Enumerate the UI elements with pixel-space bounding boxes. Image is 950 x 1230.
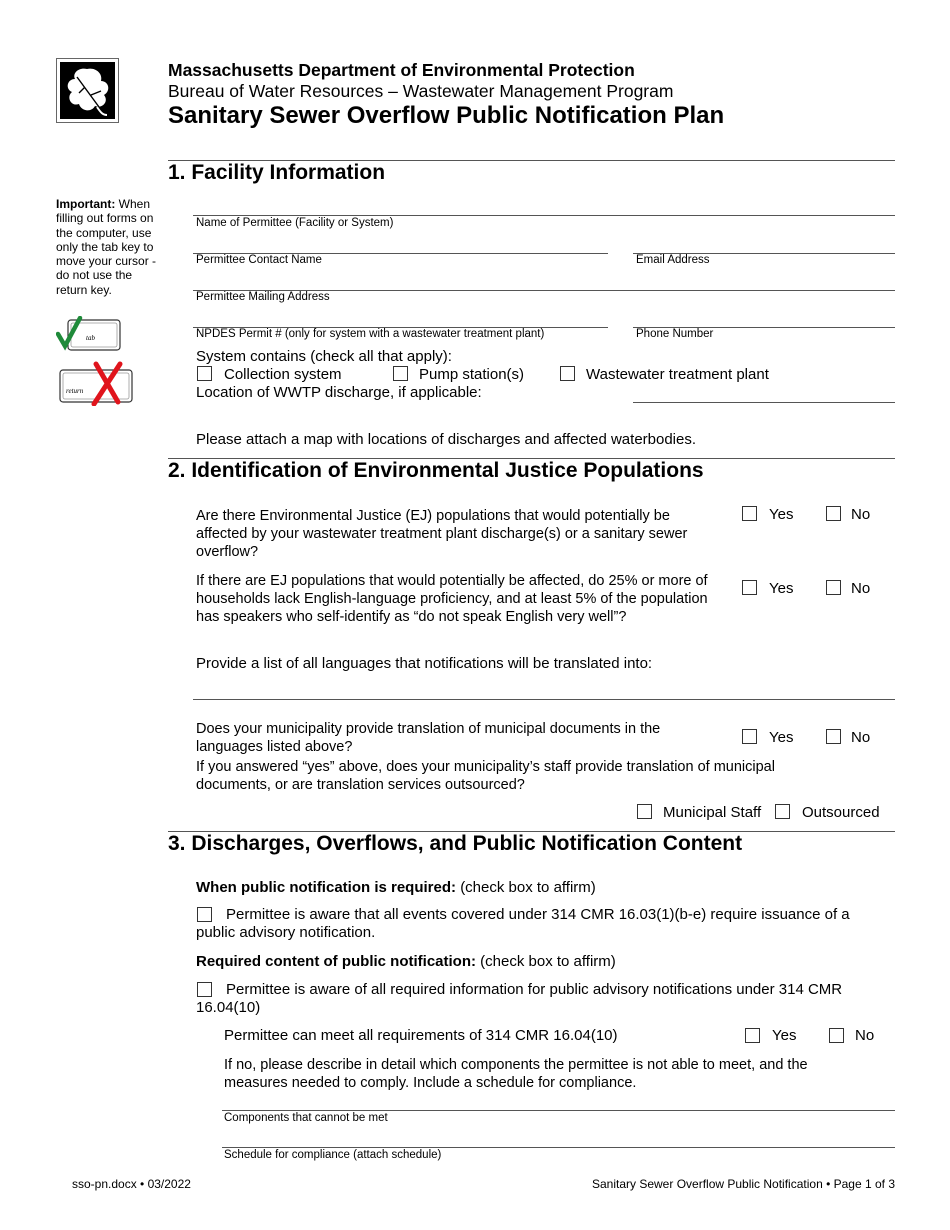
section3-title: 3. Discharges, Overflows, and Public Notification Content — [168, 832, 743, 855]
wwtp-label: Wastewater treatment plant — [586, 366, 769, 383]
ej-question-2: If there are EJ populations that would potentially be affected, do 25% or more of households lack English-language proficiency, and at least 5% of the population has speakers who self-identify as “do not speak English very well”? — [196, 573, 708, 625]
q4-no-label: No — [851, 729, 871, 746]
q2-yes-label: Yes — [769, 580, 794, 597]
required-content-bold: Required content of public notification: — [196, 953, 476, 970]
attach-map-text: Please attach a map with locations of discharges and affected waterbodies. — [196, 431, 697, 448]
municipal-staff-checkbox[interactable] — [637, 804, 652, 819]
can-meet-no-label: No — [855, 1027, 875, 1044]
required-content-heading — [196, 953, 616, 970]
q2-yes-checkbox[interactable] — [742, 580, 757, 595]
q2-no-label: No — [851, 580, 871, 597]
email-label: Email Address — [636, 254, 710, 266]
q2-no-checkbox[interactable] — [826, 580, 841, 595]
npdes-label: NPDES Permit # (only for system with a wastewater treatment plant) — [196, 328, 545, 340]
permittee-name-label: Name of Permittee (Facility or System) — [196, 217, 394, 229]
when-required-rest: (check box to affirm) — [460, 879, 596, 896]
required-content-rest: (check box to affirm) — [480, 953, 616, 970]
if-no-text: If no, please describe in detail which components the permittee is not able to meet, and the measures needed to comply. Include a schedule for compliance. — [224, 1057, 808, 1091]
return-key-text: return — [66, 387, 84, 395]
schedule-field[interactable] — [222, 1147, 895, 1148]
agency-name: Massachusetts Department of Environmental Protection — [168, 60, 635, 80]
outsourced-checkbox[interactable] — [775, 804, 790, 819]
collection-system-checkbox[interactable] — [197, 366, 212, 381]
ej-question-1: Are there Environmental Justice (EJ) populations that would potentially be affected by your wastewater treatment plant discharge(s) or a sanitary sewer overflow? — [196, 508, 688, 560]
when-required-bold: When public notification is required: — [196, 879, 457, 896]
pump-station-label: Pump station(s) — [419, 366, 525, 383]
section1-title: 1. Facility Information — [168, 161, 386, 184]
massdep-logo — [56, 58, 119, 123]
mailing-address-label: Permittee Mailing Address — [196, 291, 330, 303]
ej-question-4: Does your municipality provide translation of municipal documents in the languages listed above? — [196, 721, 661, 755]
aware-content-label: Permittee is aware of all required information for public advisory notifications under 314 CMR 16.04(10) — [196, 981, 843, 1016]
aware-content-text — [196, 981, 886, 1017]
municipal-staff-label: Municipal Staff — [663, 804, 762, 821]
ej-question-5: If you answered “yes” above, does your municipality’s staff provide translation of municipal documents, or are translation services outsourced? — [196, 759, 775, 793]
bureau-name: Bureau of Water Resources – Wastewater Management Program — [168, 81, 674, 101]
tab-key-icon — [56, 316, 126, 356]
q1-no-checkbox[interactable] — [826, 506, 841, 521]
return-key-icon — [56, 360, 136, 406]
q1-no-label: No — [851, 506, 871, 523]
location-field[interactable] — [633, 402, 895, 403]
q4-no-checkbox[interactable] — [826, 729, 841, 744]
schedule-label: Schedule for compliance (attach schedule) — [224, 1149, 442, 1161]
page-title: Sanitary Sewer Overflow Public Notification Plan — [168, 102, 725, 129]
important-text: When filling out forms on the computer, use only the tab key to move your cursor - do not use the return key. — [56, 197, 157, 297]
can-meet-no-checkbox[interactable] — [829, 1028, 844, 1043]
components-label: Components that cannot be met — [224, 1112, 388, 1124]
q4-yes-label: Yes — [769, 729, 794, 746]
important-label: Important: — [56, 197, 116, 211]
components-field[interactable] — [222, 1110, 895, 1111]
wwtp-checkbox[interactable] — [560, 366, 575, 381]
ej-question-3: Provide a list of all languages that notifications will be translated into: — [196, 655, 653, 672]
aware-events-text — [196, 906, 886, 942]
collection-system-label: Collection system — [224, 366, 342, 383]
languages-field[interactable] — [193, 699, 895, 700]
location-label: Location of WWTP discharge, if applicable: — [196, 384, 482, 401]
footer-right: Sanitary Sewer Overflow Public Notification • Page 1 of 3 — [591, 1177, 895, 1191]
pump-station-checkbox[interactable] — [393, 366, 408, 381]
phone-label: Phone Number — [636, 328, 714, 340]
can-meet-label: Permittee can meet all requirements of 314 CMR 16.04(10) — [224, 1027, 618, 1044]
q4-yes-checkbox[interactable] — [742, 729, 757, 744]
permittee-name-field[interactable] — [193, 215, 895, 216]
can-meet-yes-checkbox[interactable] — [745, 1028, 760, 1043]
outsourced-label: Outsourced — [802, 804, 880, 821]
can-meet-yes-label: Yes — [772, 1027, 797, 1044]
when-required-heading — [196, 879, 596, 896]
q1-yes-checkbox[interactable] — [742, 506, 757, 521]
section2-title: 2. Identification of Environmental Justice Populations — [168, 459, 704, 482]
important-note — [56, 197, 160, 297]
q1-yes-label: Yes — [769, 506, 794, 523]
aware-events-label: Permittee is aware that all events covered under 314 CMR 16.03(1)(b-e) require issuance of a public advisory notification. — [196, 906, 850, 941]
tab-key-text: tab — [86, 334, 95, 342]
system-contains-label: System contains (check all that apply): — [196, 348, 452, 365]
footer-left: sso-pn.docx • 03/2022 — [72, 1177, 191, 1191]
contact-name-label: Permittee Contact Name — [196, 254, 322, 266]
